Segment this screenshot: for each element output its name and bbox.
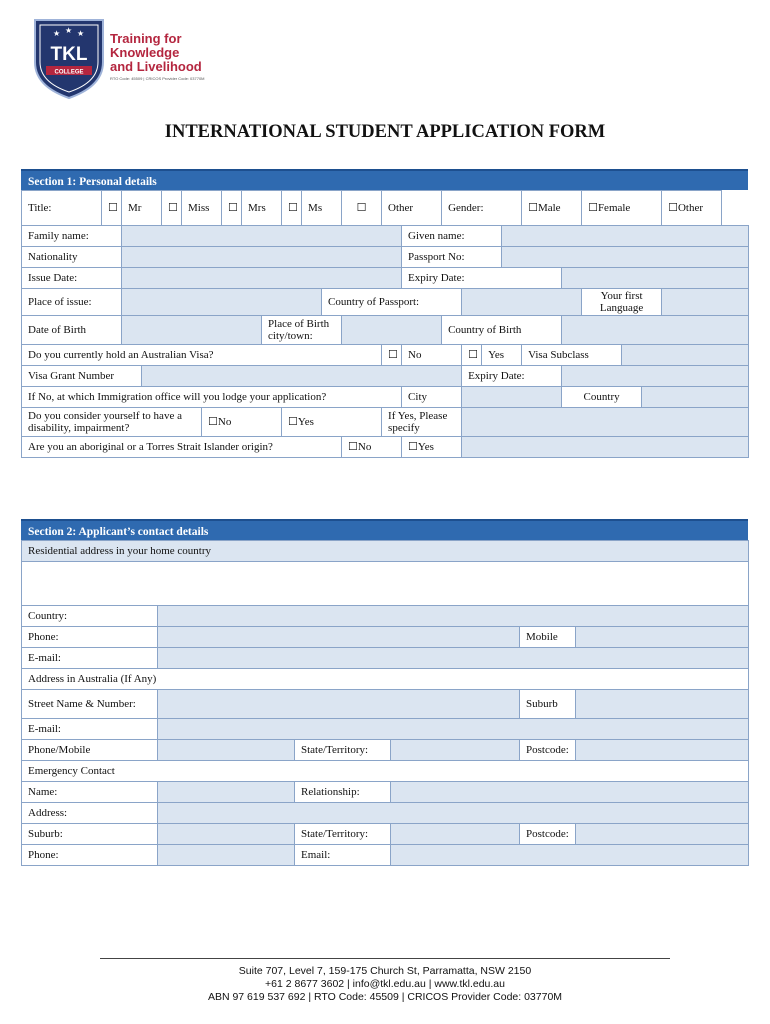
- phone-mobile-field[interactable]: [158, 740, 295, 761]
- country-of-birth-label: Country of Birth: [442, 316, 562, 345]
- given-name-label: Given name:: [402, 226, 502, 247]
- email-field[interactable]: [158, 648, 749, 669]
- immigration-office-question: If No, at which Immigration office will you lodge your application?: [22, 387, 402, 408]
- phone-label: Phone:: [22, 627, 158, 648]
- emergency-suburb-label: Suburb:: [22, 824, 158, 845]
- passport-no-field[interactable]: [502, 247, 749, 268]
- emergency-name-field[interactable]: [158, 782, 295, 803]
- svg-text:★: ★: [65, 26, 73, 35]
- nationality-label: Nationality: [22, 247, 122, 268]
- street-field[interactable]: [158, 690, 520, 719]
- country-of-passport-field[interactable]: [462, 289, 582, 316]
- personal-details-table: [21, 190, 749, 458]
- country-label: Country: [562, 387, 642, 408]
- mr-checkbox[interactable]: ☐: [102, 191, 122, 226]
- city-field[interactable]: [462, 387, 562, 408]
- visa-subclass-label: Visa Subclass: [522, 345, 622, 366]
- visa-no-label: No: [402, 345, 462, 366]
- visa-expiry-label: Expiry Date:: [462, 366, 562, 387]
- emergency-name-label: Name:: [22, 782, 158, 803]
- postcode-label: Postcode:: [520, 740, 576, 761]
- postcode-field[interactable]: [576, 740, 749, 761]
- country-of-birth-field[interactable]: [562, 316, 749, 345]
- disability-specify-field[interactable]: [462, 408, 749, 437]
- miss-label: Miss: [182, 191, 222, 226]
- brand-text: [110, 32, 205, 81]
- section-contact-details: [21, 519, 748, 866]
- home-address-label: Residential address in your home country: [22, 541, 749, 562]
- brand-line-2: Knowledge: [110, 45, 180, 60]
- place-of-birth-label: Place of Birth city/town:: [262, 316, 342, 345]
- emergency-contact-label: Emergency Contact: [22, 761, 749, 782]
- australia-email-field[interactable]: [158, 719, 749, 740]
- ms-label: Ms: [302, 191, 342, 226]
- expiry-date-field[interactable]: [562, 268, 749, 289]
- footer-divider: [100, 958, 670, 959]
- ms-checkbox[interactable]: ☐: [282, 191, 302, 226]
- email-label: E-mail:: [22, 648, 158, 669]
- disability-question: Do you consider yourself to have a disability, impairment?: [22, 408, 202, 437]
- family-name-label: Family name:: [22, 226, 122, 247]
- brand-line-1: Training for: [110, 31, 182, 46]
- gender-label: Gender:: [442, 191, 522, 226]
- country-of-passport-label: Country of Passport:: [322, 289, 462, 316]
- home-address-field[interactable]: [22, 562, 749, 606]
- brand-small-print: RTO Code: 45509 | CRICOS Provider Code: 03770M: [110, 76, 205, 81]
- other-title-label: Other: [382, 191, 442, 226]
- passport-no-label: Passport No:: [402, 247, 502, 268]
- title-gender-row: [22, 191, 749, 226]
- mr-label: Mr: [122, 191, 162, 226]
- mobile-label: Mobile: [520, 627, 576, 648]
- disability-no-checkbox[interactable]: ☐No: [202, 408, 282, 437]
- australia-address-label: Address in Australia (If Any): [22, 669, 749, 690]
- footer-contact: +61 2 8677 3602 | info@tkl.edu.au | www.tkl.edu.au: [265, 978, 505, 990]
- date-of-birth-field[interactable]: [122, 316, 262, 345]
- emergency-email-label: Email:: [295, 845, 391, 866]
- emergency-postcode-label: Postcode:: [520, 824, 576, 845]
- country-label: Country:: [22, 606, 158, 627]
- visa-yes-checkbox[interactable]: ☐: [462, 345, 482, 366]
- issue-date-label: Issue Date:: [22, 268, 122, 289]
- emergency-phone-field[interactable]: [158, 845, 295, 866]
- first-language-field[interactable]: [662, 289, 749, 316]
- state-label: State/Territory:: [295, 740, 391, 761]
- australian-visa-question: Do you currently hold an Australian Visa?: [22, 345, 382, 366]
- relationship-field[interactable]: [391, 782, 749, 803]
- other-title-checkbox[interactable]: ☐: [342, 191, 382, 226]
- visa-expiry-field[interactable]: [562, 366, 749, 387]
- emergency-address-label: Address:: [22, 803, 158, 824]
- gender-other-checkbox[interactable]: ☐Other: [662, 191, 722, 226]
- suburb-field[interactable]: [576, 690, 749, 719]
- street-label: Street Name & Number:: [22, 690, 158, 719]
- header: [30, 16, 230, 106]
- section-2-heading: Section 2: Applicant’s contact details: [21, 519, 748, 540]
- svg-text:★: ★: [77, 29, 85, 38]
- emergency-phone-label: Phone:: [22, 845, 158, 866]
- emergency-email-field[interactable]: [391, 845, 749, 866]
- visa-yes-label: Yes: [482, 345, 522, 366]
- contact-details-table: [21, 540, 749, 866]
- title-label: Title:: [22, 191, 102, 226]
- suburb-label: Suburb: [520, 690, 576, 719]
- emergency-postcode-field[interactable]: [576, 824, 749, 845]
- expiry-date-label: Expiry Date:: [402, 268, 562, 289]
- gender-female-checkbox[interactable]: ☐Female: [582, 191, 662, 226]
- form-title: INTERNATIONAL STUDENT APPLICATION FORM: [164, 122, 606, 142]
- visa-no-checkbox[interactable]: ☐: [382, 345, 402, 366]
- city-label: City: [402, 387, 462, 408]
- emergency-state-field[interactable]: [391, 824, 520, 845]
- svg-text:★: ★: [53, 29, 61, 38]
- relationship-label: Relationship:: [295, 782, 391, 803]
- emergency-suburb-field[interactable]: [158, 824, 295, 845]
- issue-date-field[interactable]: [122, 268, 402, 289]
- date-of-birth-label: Date of Birth: [22, 316, 122, 345]
- given-name-field[interactable]: [502, 226, 749, 247]
- disability-yes-checkbox[interactable]: ☐Yes: [282, 408, 382, 437]
- section-1-heading: Section 1: Personal details: [21, 169, 748, 190]
- section-personal-details: [21, 169, 748, 458]
- miss-checkbox[interactable]: ☐: [162, 191, 182, 226]
- footer-registration: ABN 97 619 537 692 | RTO Code: 45509 | CRICOS Provider Code: 03770M: [207, 991, 563, 1003]
- australia-email-label: E-mail:: [22, 719, 158, 740]
- mobile-field[interactable]: [576, 627, 749, 648]
- first-language-label: Your first Language: [582, 289, 662, 316]
- phone-field[interactable]: [158, 627, 520, 648]
- brand-line-3: and Livelihood: [110, 59, 202, 74]
- if-yes-specify-label: If Yes, Please specify: [382, 408, 462, 437]
- logo-text: TKL: [50, 44, 88, 65]
- nationality-field[interactable]: [122, 247, 402, 268]
- emergency-state-label: State/Territory:: [295, 824, 391, 845]
- aboriginal-no-checkbox[interactable]: ☐No: [342, 437, 402, 458]
- state-field[interactable]: [391, 740, 520, 761]
- country-field[interactable]: [642, 387, 749, 408]
- phone-mobile-label: Phone/Mobile: [22, 740, 158, 761]
- place-of-issue-label: Place of issue:: [22, 289, 122, 316]
- footer: [0, 958, 770, 1004]
- emergency-address-field[interactable]: [158, 803, 749, 824]
- gender-male-checkbox[interactable]: ☐Male: [522, 191, 582, 226]
- mrs-checkbox[interactable]: ☐: [222, 191, 242, 226]
- place-of-issue-field[interactable]: [122, 289, 322, 316]
- visa-grant-label: Visa Grant Number: [22, 366, 142, 387]
- country-field[interactable]: [158, 606, 749, 627]
- aboriginal-yes-checkbox[interactable]: ☐Yes: [402, 437, 462, 458]
- college-logo-shield-icon: [30, 16, 108, 100]
- visa-subclass-field[interactable]: [622, 345, 749, 366]
- aboriginal-question: Are you an aboriginal or a Torres Strait Islander origin?: [22, 437, 342, 458]
- visa-grant-field[interactable]: [142, 366, 462, 387]
- family-name-field[interactable]: [122, 226, 402, 247]
- mrs-label: Mrs: [242, 191, 282, 226]
- footer-address: Suite 707, Level 7, 159-175 Church St, Parramatta, NSW 2150: [238, 965, 532, 977]
- place-of-birth-field[interactable]: [342, 316, 442, 345]
- aboriginal-extra-field[interactable]: [462, 437, 749, 458]
- logo-subtext: COLLEGE: [54, 69, 84, 76]
